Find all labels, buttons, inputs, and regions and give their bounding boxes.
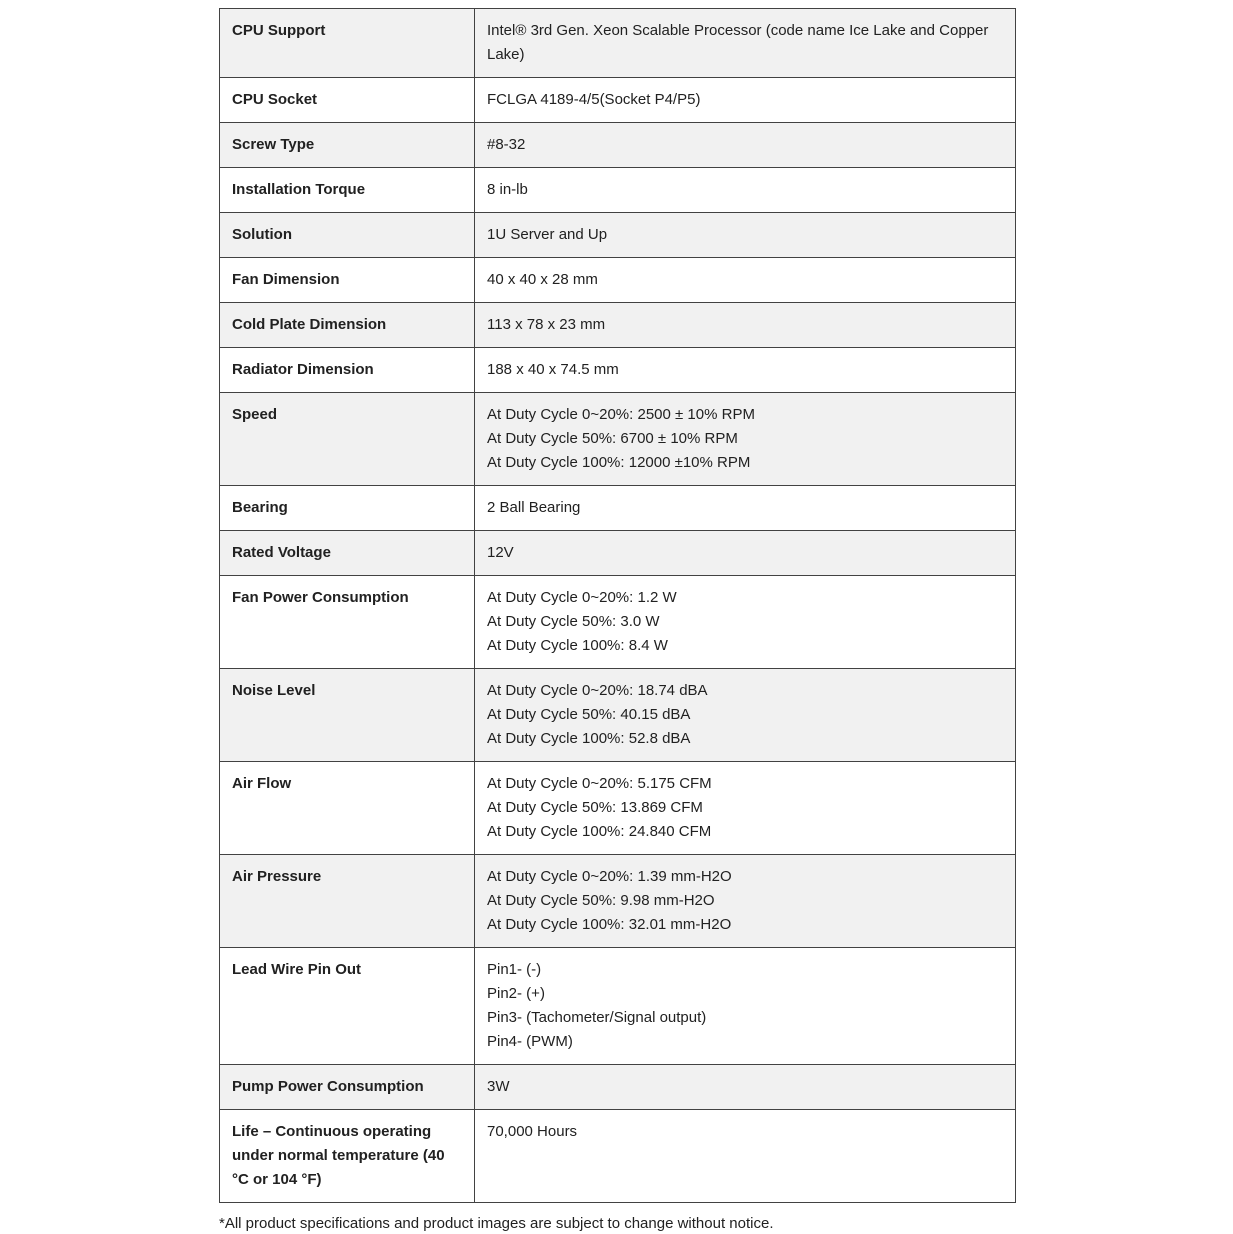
spec-label: Pump Power Consumption <box>220 1065 475 1110</box>
spec-value-line: Pin1- (-) <box>487 961 542 978</box>
spec-label: Rated Voltage <box>220 531 475 576</box>
spec-label: Air Pressure <box>220 855 475 948</box>
table-row <box>220 213 1016 258</box>
spec-label: Installation Torque <box>220 168 475 213</box>
table-row <box>220 9 1016 78</box>
table-row <box>220 1110 1016 1203</box>
table-row <box>220 762 1016 855</box>
table-row <box>220 855 1016 948</box>
spec-value-line: At Duty Cycle 50%: 3.0 W <box>487 613 660 630</box>
spec-label: CPU Socket <box>220 78 475 123</box>
footnote: *All product specifications and product images are subject to change without notice. <box>219 1215 774 1232</box>
spec-value <box>475 855 1016 948</box>
spec-label: Solution <box>220 213 475 258</box>
spec-value-line: FCLGA 4189-4/5(Socket P4/P5) <box>487 91 701 108</box>
table-row <box>220 486 1016 531</box>
table-row <box>220 168 1016 213</box>
spec-value-line: At Duty Cycle 50%: 13.869 CFM <box>487 799 703 816</box>
spec-table-body <box>220 9 1016 1203</box>
spec-value-line: Pin2- (+) <box>487 985 545 1002</box>
spec-value-line: At Duty Cycle 100%: 24.840 CFM <box>487 823 712 840</box>
table-row <box>220 1065 1016 1110</box>
spec-value <box>475 123 1016 168</box>
spec-value-line: 113 x 78 x 23 mm <box>487 316 606 333</box>
spec-value-line: At Duty Cycle 100%: 52.8 dBA <box>487 730 691 747</box>
spec-value <box>475 948 1016 1065</box>
spec-value-line: 188 x 40 x 74.5 mm <box>487 361 619 378</box>
table-row <box>220 948 1016 1065</box>
spec-value-line: Pin3- (Tachometer/Signal output) <box>487 1009 707 1026</box>
spec-value <box>475 393 1016 486</box>
spec-label: Screw Type <box>220 123 475 168</box>
spec-value-line: Intel® 3rd Gen. Xeon Scalable Processor (code name Ice Lake and Copper Lake) <box>487 22 989 63</box>
table-row <box>220 531 1016 576</box>
spec-value <box>475 669 1016 762</box>
spec-value <box>475 168 1016 213</box>
spec-value-line: 8 in-lb <box>487 181 528 198</box>
spec-value-line: At Duty Cycle 0~20%: 2500 ± 10% RPM <box>487 406 755 423</box>
table-row <box>220 669 1016 762</box>
spec-value-line: At Duty Cycle 100%: 8.4 W <box>487 637 668 654</box>
spec-value-line: 40 x 40 x 28 mm <box>487 271 598 288</box>
spec-value-line: At Duty Cycle 0~20%: 1.2 W <box>487 589 677 606</box>
table-row <box>220 303 1016 348</box>
spec-label: Radiator Dimension <box>220 348 475 393</box>
spec-value <box>475 531 1016 576</box>
table-row <box>220 123 1016 168</box>
spec-value <box>475 78 1016 123</box>
spec-value-line: At Duty Cycle 100%: 32.01 mm-H2O <box>487 916 732 933</box>
spec-value-line: At Duty Cycle 100%: 12000 ±10% RPM <box>487 454 751 471</box>
table-row <box>220 348 1016 393</box>
spec-label: Fan Dimension <box>220 258 475 303</box>
spec-label: Bearing <box>220 486 475 531</box>
spec-value <box>475 576 1016 669</box>
spec-label: CPU Support <box>220 9 475 78</box>
spec-label: Noise Level <box>220 669 475 762</box>
spec-label: Lead Wire Pin Out <box>220 948 475 1065</box>
spec-value-line: At Duty Cycle 50%: 9.98 mm-H2O <box>487 892 715 909</box>
spec-label: Life – Continuous operating under normal temperature (40 °C or 104 °F) <box>220 1110 475 1203</box>
spec-value-line: At Duty Cycle 50%: 6700 ± 10% RPM <box>487 430 738 447</box>
table-row <box>220 393 1016 486</box>
spec-value <box>475 348 1016 393</box>
spec-value-line: At Duty Cycle 0~20%: 5.175 CFM <box>487 775 712 792</box>
spec-value-line: 2 Ball Bearing <box>487 499 581 516</box>
spec-value <box>475 1110 1016 1203</box>
spec-value-line: 70,000 Hours <box>487 1123 578 1140</box>
spec-value-line: #8-32 <box>487 136 526 153</box>
spec-label: Fan Power Consumption <box>220 576 475 669</box>
spec-value <box>475 762 1016 855</box>
spec-value-line: Pin4- (PWM) <box>487 1033 573 1050</box>
spec-label: Cold Plate Dimension <box>220 303 475 348</box>
spec-value-line: 3W <box>487 1078 510 1095</box>
spec-value-line: At Duty Cycle 0~20%: 18.74 dBA <box>487 682 708 699</box>
spec-value-line: 1U Server and Up <box>487 226 608 243</box>
spec-value <box>475 303 1016 348</box>
table-row <box>220 576 1016 669</box>
spec-value-line: At Duty Cycle 0~20%: 1.39 mm-H2O <box>487 868 732 885</box>
spec-value <box>475 486 1016 531</box>
table-row <box>220 258 1016 303</box>
table-row <box>220 78 1016 123</box>
spec-value-line: 12V <box>487 544 514 561</box>
spec-value <box>475 9 1016 78</box>
spec-label: Speed <box>220 393 475 486</box>
spec-value <box>475 258 1016 303</box>
spec-value-line: At Duty Cycle 50%: 40.15 dBA <box>487 706 691 723</box>
spec-value <box>475 1065 1016 1110</box>
spec-value <box>475 213 1016 258</box>
spec-label: Air Flow <box>220 762 475 855</box>
spec-table <box>219 8 1016 1203</box>
